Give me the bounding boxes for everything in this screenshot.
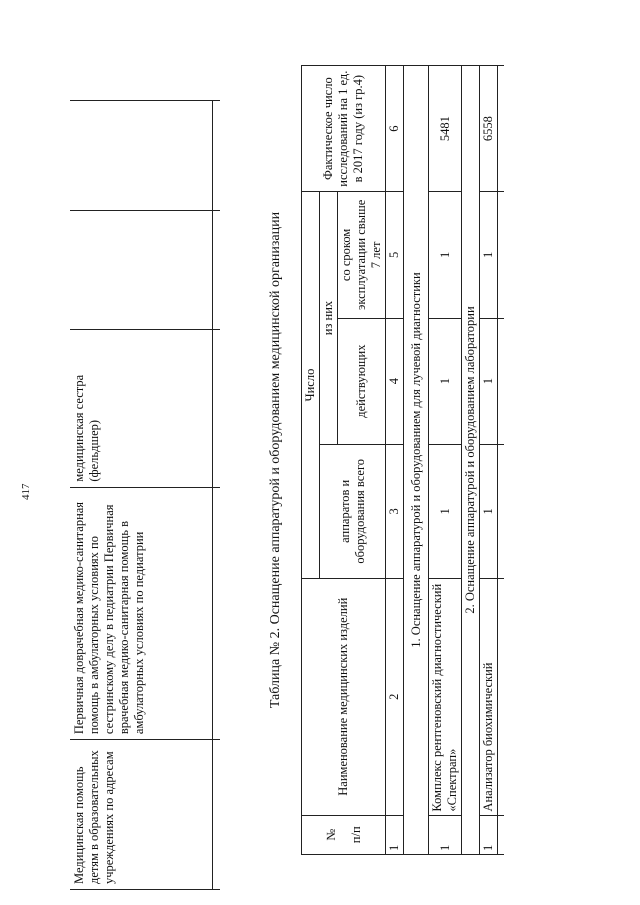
- row-name: Анализатор биохимический: [480, 578, 498, 815]
- continued-table: [70, 100, 220, 890]
- stub-cell: [213, 329, 221, 487]
- stub-cell: [213, 487, 221, 739]
- empty-cell: [70, 101, 213, 211]
- stub-cell: [213, 740, 221, 890]
- of-them-group: [320, 192, 386, 444]
- care-kind-cell: Первичная доврачебная медико-санитарная помощь в амбулаторных условиях по сестринскому делу в педиатрии Первичная врачебная медико-санитарная помощь в амбулаторных условиях по педиатрии: [70, 487, 213, 739]
- stub-cell: [498, 815, 505, 854]
- row-working: 1: [480, 318, 498, 444]
- column-number: 6: [386, 66, 404, 192]
- working-header: действующих: [338, 318, 386, 444]
- table2-block: [265, 65, 520, 855]
- column-number: 5: [386, 192, 404, 318]
- column-number: 1: [386, 815, 404, 854]
- row-actual: 6558: [480, 66, 498, 192]
- stub-cell: [498, 318, 505, 444]
- of-them-header: из них: [320, 192, 338, 443]
- row-name: Комплекс рентгеновский диагностический «Спектрап»: [429, 578, 462, 815]
- row-working: 1: [429, 318, 462, 444]
- name-header: Наименование медицинских изделий: [302, 578, 386, 815]
- num-header-line1: №: [323, 828, 338, 841]
- column-number: 2: [386, 578, 404, 815]
- over7-header: со сроком эксплуатации свыше 7 лет: [339, 199, 383, 311]
- equipment-table: [301, 65, 504, 855]
- column-number: 4: [386, 318, 404, 444]
- count-group-header: Число: [302, 192, 320, 579]
- care-type-cell: Медицинская помощь детям в образовательных учреждениях по адресам: [70, 740, 213, 890]
- staff-cell: медицинская сестра (фельдшер): [70, 329, 213, 487]
- row-over7: 1: [429, 192, 462, 318]
- stub-cell: [498, 578, 505, 815]
- section-title: 1. Оснащение аппаратурой и оборудованием для лучевой диагностики: [404, 66, 429, 855]
- row-total: 1: [480, 444, 498, 578]
- page-number: 417: [20, 483, 32, 500]
- num-header: [302, 815, 386, 854]
- table2-caption: Таблица № 2. Оснащение аппаратурой и оборудованием медицинской организации: [268, 211, 283, 709]
- row-num: 1: [429, 815, 462, 854]
- total-header: аппаратов и оборудования всего: [320, 444, 386, 578]
- row-num: 1: [480, 815, 498, 854]
- num-header-line2: п/п: [348, 826, 363, 844]
- stub-cell: [498, 66, 505, 192]
- stub-cell: [498, 192, 505, 318]
- row-actual: 5481: [429, 66, 462, 192]
- stub-cell: [498, 444, 505, 578]
- column-number: 3: [386, 444, 404, 578]
- row-total: 1: [429, 444, 462, 578]
- empty-cell: [70, 211, 213, 329]
- actual-header: Фактическое число исследований на 1 ед. в 2017 году (из гр.4): [302, 66, 386, 192]
- stub-cell: [213, 101, 221, 211]
- row-over7: 1: [480, 192, 498, 318]
- stub-cell: [213, 211, 221, 329]
- section-title: 2. Оснащение аппаратурой и оборудованием лаборатории: [462, 66, 480, 855]
